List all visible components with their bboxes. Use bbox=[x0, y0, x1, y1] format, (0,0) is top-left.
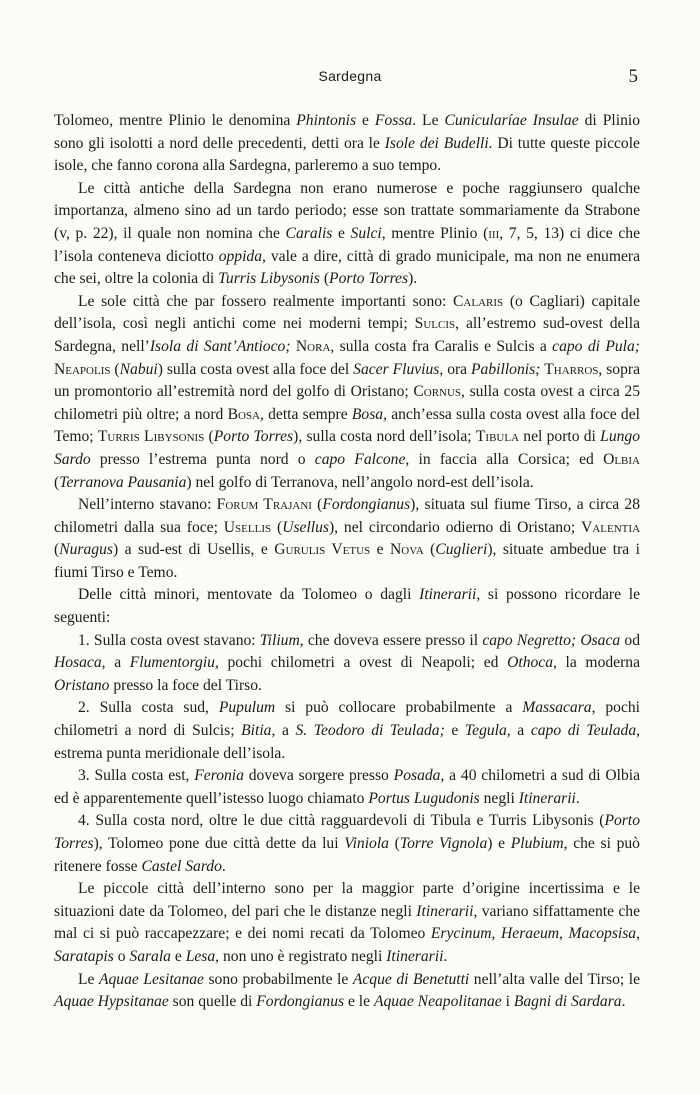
list-item-south-coast: 2. Sulla costa sud, Pupulum si può collocare probabilmente a Massacara, pochi chilometri a nord di Sulcis; Bitia, a S. Teodoro di Teulada; e Tegula, a capo di Teulada, estrema punta meridionale dell’isola. bbox=[54, 699, 641, 762]
paragraph-interior-cities: Nell’interno stavano: Forum Trajani (Fordongianus), situata sul fiume Tirso, a circa 28 chilometri dalla sua foce; Usellis (Usellus), nel circondario odierno di Oristano; Valentia (Nuragus) a sud-est di Usellis, e Gurulis Vetus e Nova (Cuglieri), situate ambedue tra i fiumi Tirso e Temo. bbox=[54, 496, 641, 581]
paragraph-aquae: Le Aquae Lesitanae sono probabilmente le Acque di Benetutti nell’alta valle del Tirso; le Aquae Hypsitanae son quelle di Fordongianus e le Aquae Neapolitanae i Bagni di Sardara. bbox=[54, 970, 640, 1011]
list-item-west-coast: 1. Sulla costa ovest stavano: Tilium, che doveva essere presso il capo Negretto; Osaca od Hosaca, a Flumentorgiu, pochi chilometri a ovest di Neapoli; ed Othoca, la moderna Oristano presso la foce del Tirso. bbox=[54, 631, 641, 694]
running-head: Sardegna bbox=[318, 68, 382, 84]
list-item-east-coast: 3. Sulla costa est, Feronia doveva sorgere presso Posada, a 40 chilometri a sud di Olbia ed è apparentemente quell’istesso luogo chiamato Portus Lugudonis negli Itinerarii. bbox=[54, 767, 640, 807]
paragraph-continuation: Tolomeo, mentre Plinio le denomina Phintonis e Fossa. Le Cunicularíae Insulae di Plinio sono gli isolotti a nord delle precedenti, detti ora le Isole dei Budelli. Di tutte queste piccole isole, che fanno corona alla Sardegna, parleremo a suo tempo. bbox=[54, 112, 640, 175]
paragraph-interior-small-cities: Le piccole città dell’interno sono per la maggior parte d’origine incertissima e le situazioni date da Tolomeo, del pari che le distanze negli Itinerarii, variano siffattamente che mal ci si può raccapezzare; e dei nomi recati da Tolomeo Erycinum, Heraeum, Macopsisa, Saratapis o Sarala e Lesa, non uno è registrato negli Itinerarii. bbox=[54, 880, 641, 965]
page-header bbox=[0, 66, 700, 90]
list-item-north-coast: 4. Sulla costa nord, oltre le due città ragguardevoli di Tibula e Turris Libysonis (Porto Torres), Tolomeo pone due città dette da lui Viniola (Torre Vignola) e Plubium, che si può ritenere fosse Castel Sardo. bbox=[54, 812, 640, 875]
page-number: 5 bbox=[628, 66, 638, 87]
paragraph-minor-cities-intro: Delle città minori, mentovate da Tolomeo o dagli Itinerarii, si possono ricordare le seguenti: bbox=[54, 586, 640, 627]
paragraph-ancient-cities: Le città antiche della Sardegna non erano numerose e poche raggiunsero qualche importanza, almeno sino ad un tardo periodo; esse son trattate sommariamente da Strabone (v, p. 22), il quale non nomina che Caralis e Sulci, mentre Plinio (iii, 7, 5, 13) ci dice che l’isola conteneva diciotto oppida, vale a dire, città di grado municipale, ma non ne enumera che sei, oltre la colonia di Turris Libysonis (Porto Torres). bbox=[54, 179, 640, 288]
paragraph-important-cities: Le sole città che par fossero realmente importanti sono: Calaris (o Cagliari) capitale dell’isola, così negli antichi come nei moderni tempi; Sulcis, all’estremo sud-ovest della Sardegna, nell’Isola di Sant’Antioco; Nora, sulla costa fra Caralis e Sulcis a capo di Pula; Neapolis (Nabui) sulla costa ovest alla foce del Sacer Fluvius, ora Pabillonis; Tharros, sopra un promontorio all’estremità nord del golfo di Oristano; Cornus, sulla costa ovest a circa 25 chilometri più oltre; a nord Bosa, detta sempre Bosa, anch’essa sulla costa ovest alla foce del Temo; Turris Libysonis (Porto Torres), sulla costa nord dell’isola; Tibula nel porto di Lungo Sardo presso l’estrema punta nord o capo Falcone, in faccia alla Corsica; ed Olbia (Terranova Pausania) nel golfo di Terranova, nell’angolo nord-est dell’isola. bbox=[54, 292, 641, 491]
body-text bbox=[54, 110, 640, 1014]
